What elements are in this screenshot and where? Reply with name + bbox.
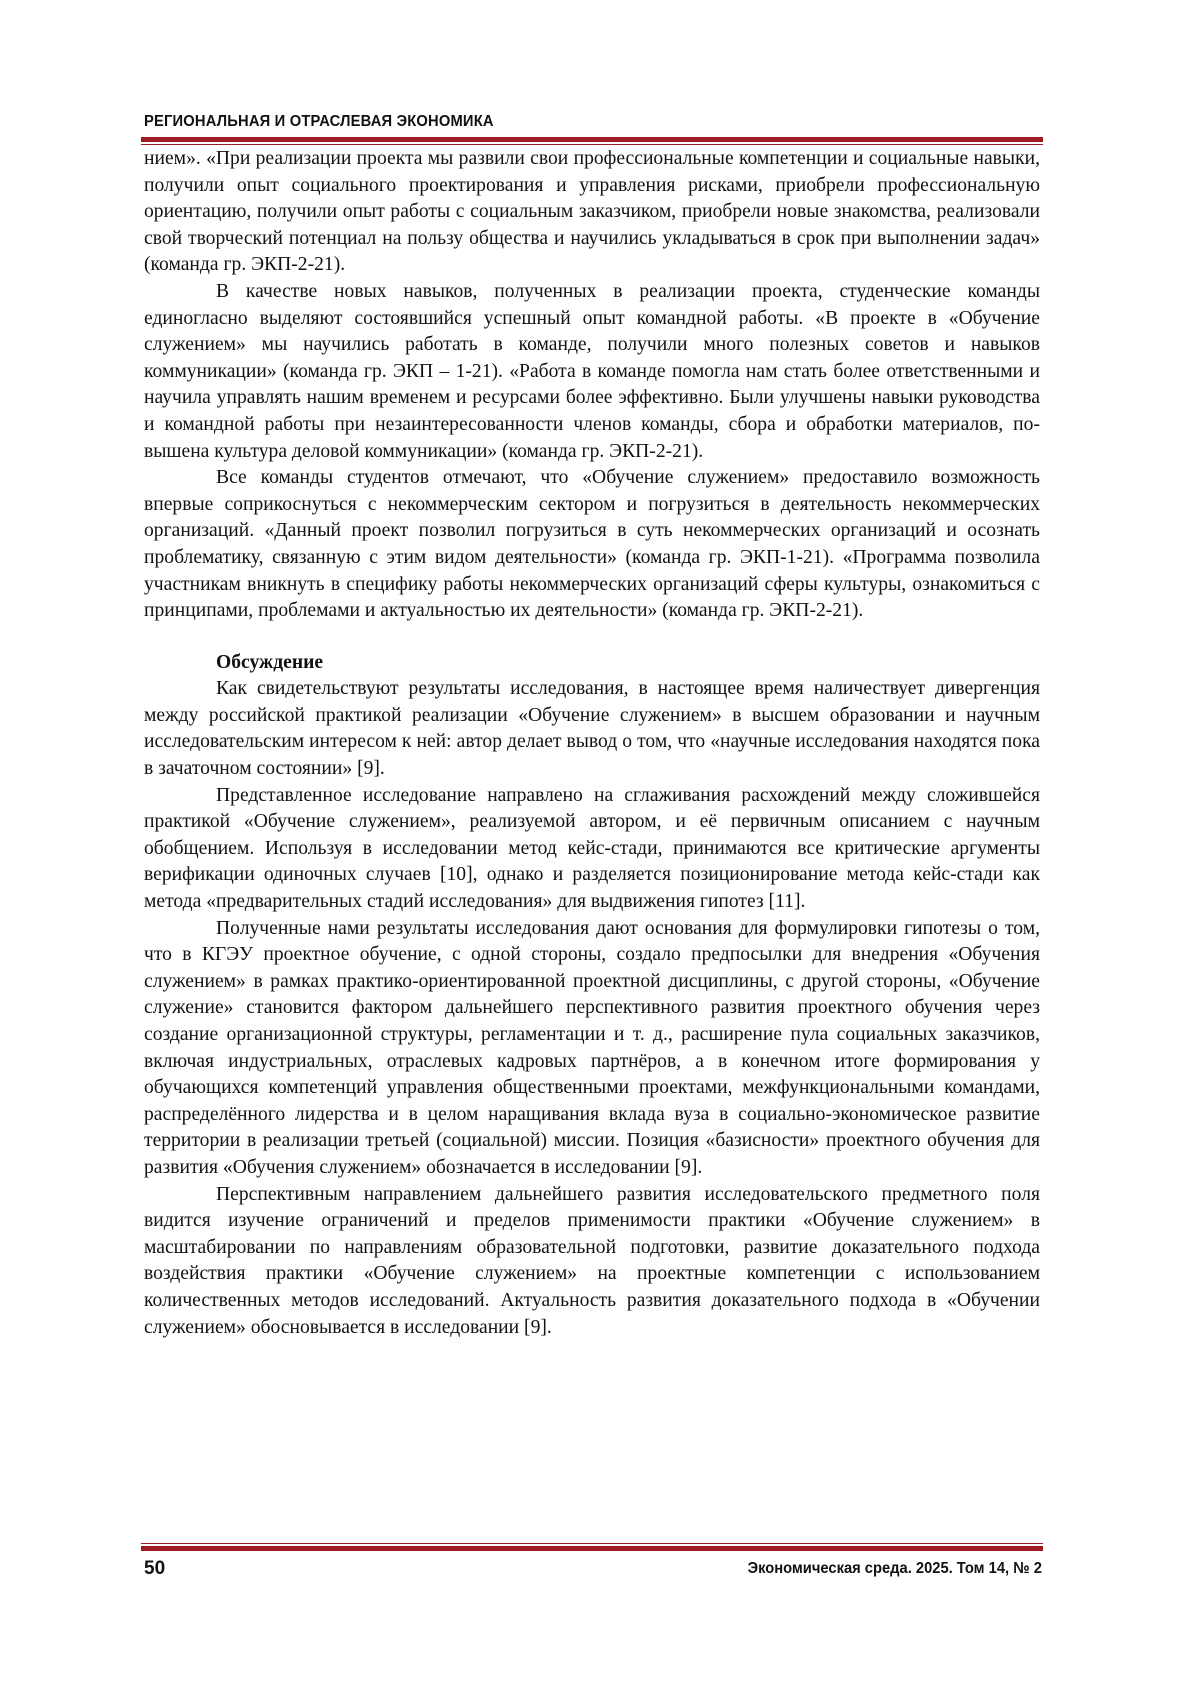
paragraph-5: Представленное исследование направлено на сглаживания расхождений между сложившейся практикой «Обучение служением», реализуемой автором, и её первич­ным описанием с научным обобщением. Используя в исследовании метод кейс-стади, принимаются все критические аргументы верификации одиночных случаев [10], од­нако и разделяется позиционирование метода кейс-стади как метода «предваритель­ных стадий исследования» для выдвижения гипотез [11].: [144, 783, 1040, 916]
header-rule: [141, 137, 1043, 145]
paragraph-4: Как свидетельствуют результаты исследования, в настоящее время наличе­ствует дивергенция между российской практикой реализации «Обучение служением» в высшем образовании и научным исследовательским интересом к ней: автор делает вывод о том, что «научные исследования находятся пока в зачаточном состоянии» [9].: [144, 676, 1040, 782]
footer-rule: [141, 1543, 1043, 1551]
paragraph-6: Полученные нами результаты исследования дают основания для формулировки гипотезы о том, что в КГЭУ проектное обучение, с одной стороны, создало предпо­сылки для внедрения «Обучения служением» в рамках практико-ориентированной проектной дисциплины, с другой стороны, «Обучение служение» становится факто­ром дальнейшего перспективного развития проектного обучения через создание орга­низационной структуры, регламентации и т. д., расширение пула социальных заказчи­ков, включая индустриальных, отраслевых кадровых партнёров, а в конечном итоге формирования у обучающихся компетенций управления общественными проектами, межфункциональными командами, распределённого лидерства и в целом наращива­ния вклада вуза в социально-экономическое развитие территории в реализации тре­тьей (социальной) миссии. Позиция «базисности» проектного обучения для развития «Обучения служением» обозначается в исследовании [9].: [144, 916, 1040, 1182]
paragraph-7: Перспективным направлением дальнейшего развития исследовательского предметного поля видится изучение ограничений и пределов применимости практики «Обучение служением» в масштабировании по направлениям образовательной подго­товки, развитие доказательного подхода воздействия практики «Обучение служением» на проектные компетенции с использованием количественных методов исследований. Актуальность развития доказательного подхода в «Обучении служением» обосновы­вается в исследовании [9].: [144, 1182, 1040, 1342]
running-header-title: РЕГИОНАЛЬНАЯ И ОТРАСЛЕВАЯ ЭКОНОМИКА: [144, 113, 494, 131]
section-heading-discussion: Обсуждение: [144, 650, 1040, 677]
paragraph-2: В качестве новых навыков, полученных в реализации проекта, студенческие ко­манды единогласно выделяют состоявшийся успешный опыт командной работы. «В проекте в «Обучение служением» мы научились работать в команде, получили много полезных советов и навыков коммуникации» (команда гр. ЭКП – 1-21). «Работа в ко­манде помогла нам стать более ответственными и научила управлять нашим временем и ресурсами более эффективно. Были улучшены навыки руководства и командной ра­боты при незаинтересованности членов команды, сбора и обработки материалов, по­вышена культура деловой коммуникации» (команда гр. ЭКП-2-21).: [144, 279, 1040, 465]
journal-citation: Экономическая среда. 2025. Том 14, № 2: [748, 1560, 1042, 1578]
paragraph-3: Все команды студентов отмечают, что «Обучение служением» предоставило возможность впервые соприкоснуться с некоммерческим сектором и погрузиться в де­ятельность некоммерческих организаций. «Данный проект позволил погрузиться в суть некоммерческих организаций и осознать проблематику, связанную с этим видом деятельности» (команда гр. ЭКП-1-21). «Программа позволила участникам вникнуть в специфику работы некоммерческих организаций сферы культуры, ознакомиться с принципами, проблемами и актуальностью их деятельности» (команда гр. ЭКП-2-21).: [144, 465, 1040, 625]
page-number: 50: [144, 1558, 165, 1580]
article-body: [144, 146, 1040, 1341]
paragraph-1: нием». «При реализации проекта мы развили свои профессиональные компетенции и социальные навыки, получили опыт социального проектирования и управления рис­ками, приобрели профессиональную ориентацию, получили опыт работы с социаль­ным заказчиком, приобрели новые знакомства, реализовали свой творческий потен­циал на пользу общества и научились укладываться в срок при выполнении задач» (команда гр. ЭКП-2-21).: [144, 146, 1040, 279]
